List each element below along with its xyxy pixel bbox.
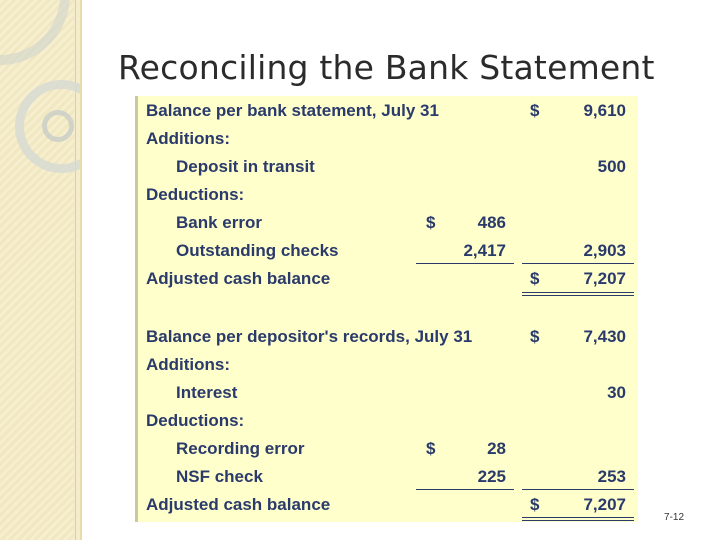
books-adjusted-balance-amount: 7,207 bbox=[583, 495, 626, 514]
reconciliation-table bbox=[138, 96, 638, 522]
bank-balance-label: Balance per bank statement, July 31 bbox=[146, 101, 439, 120]
bank-additions-label: Additions: bbox=[146, 129, 231, 148]
books-balance-amount: 7,430 bbox=[583, 327, 626, 346]
books-balance-currency: $ bbox=[530, 327, 540, 346]
recording-error-label: Recording error bbox=[176, 439, 305, 458]
outstanding-checks-amount: 2,417 bbox=[463, 241, 506, 260]
books-adjusted-balance-label: Adjusted cash balance bbox=[146, 495, 331, 514]
slide-title: Reconciling the Bank Statement bbox=[118, 48, 655, 87]
bank-deductions-total: 2,903 bbox=[583, 241, 626, 260]
bank-deductions-label: Deductions: bbox=[146, 185, 245, 204]
outstanding-checks-label: Outstanding checks bbox=[176, 241, 339, 260]
bank-error-label: Bank error bbox=[176, 213, 262, 232]
bank-balance-amount: 9,610 bbox=[583, 101, 626, 120]
bank-error-currency: $ bbox=[426, 213, 436, 232]
nsf-check-label: NSF check bbox=[176, 467, 263, 486]
interest-label: Interest bbox=[176, 383, 238, 402]
sidebar-divider bbox=[75, 0, 76, 540]
subtotal-underline bbox=[522, 489, 634, 490]
total-double-underline bbox=[522, 517, 634, 521]
subtotal-underline bbox=[522, 263, 634, 264]
books-deductions-total: 253 bbox=[597, 467, 626, 486]
subtotal-underline bbox=[416, 489, 514, 490]
books-adjusted-currency: $ bbox=[530, 495, 540, 514]
total-double-underline bbox=[522, 292, 634, 296]
books-additions-label: Additions: bbox=[146, 355, 231, 374]
deposit-in-transit-amount: 500 bbox=[597, 157, 626, 176]
slide-number: 7-12 bbox=[664, 512, 685, 523]
deposit-in-transit-label: Deposit in transit bbox=[176, 157, 315, 176]
bank-adjusted-balance-label: Adjusted cash balance bbox=[146, 269, 331, 288]
bank-balance-currency: $ bbox=[530, 101, 540, 120]
bank-adjusted-balance-amount: 7,207 bbox=[583, 269, 626, 288]
bank-adjusted-currency: $ bbox=[530, 269, 540, 288]
nsf-check-amount: 225 bbox=[477, 467, 506, 486]
bank-error-amount: 486 bbox=[477, 213, 506, 232]
books-deductions-label: Deductions: bbox=[146, 411, 245, 430]
subtotal-underline bbox=[416, 263, 514, 264]
decorative-sidebar bbox=[0, 0, 82, 540]
interest-amount: 30 bbox=[607, 383, 626, 402]
decorative-ring-icon bbox=[42, 110, 74, 142]
recording-error-amount: 28 bbox=[487, 439, 506, 458]
recording-error-currency: $ bbox=[426, 439, 436, 458]
books-balance-label: Balance per depositor's records, July 31 bbox=[146, 327, 473, 346]
